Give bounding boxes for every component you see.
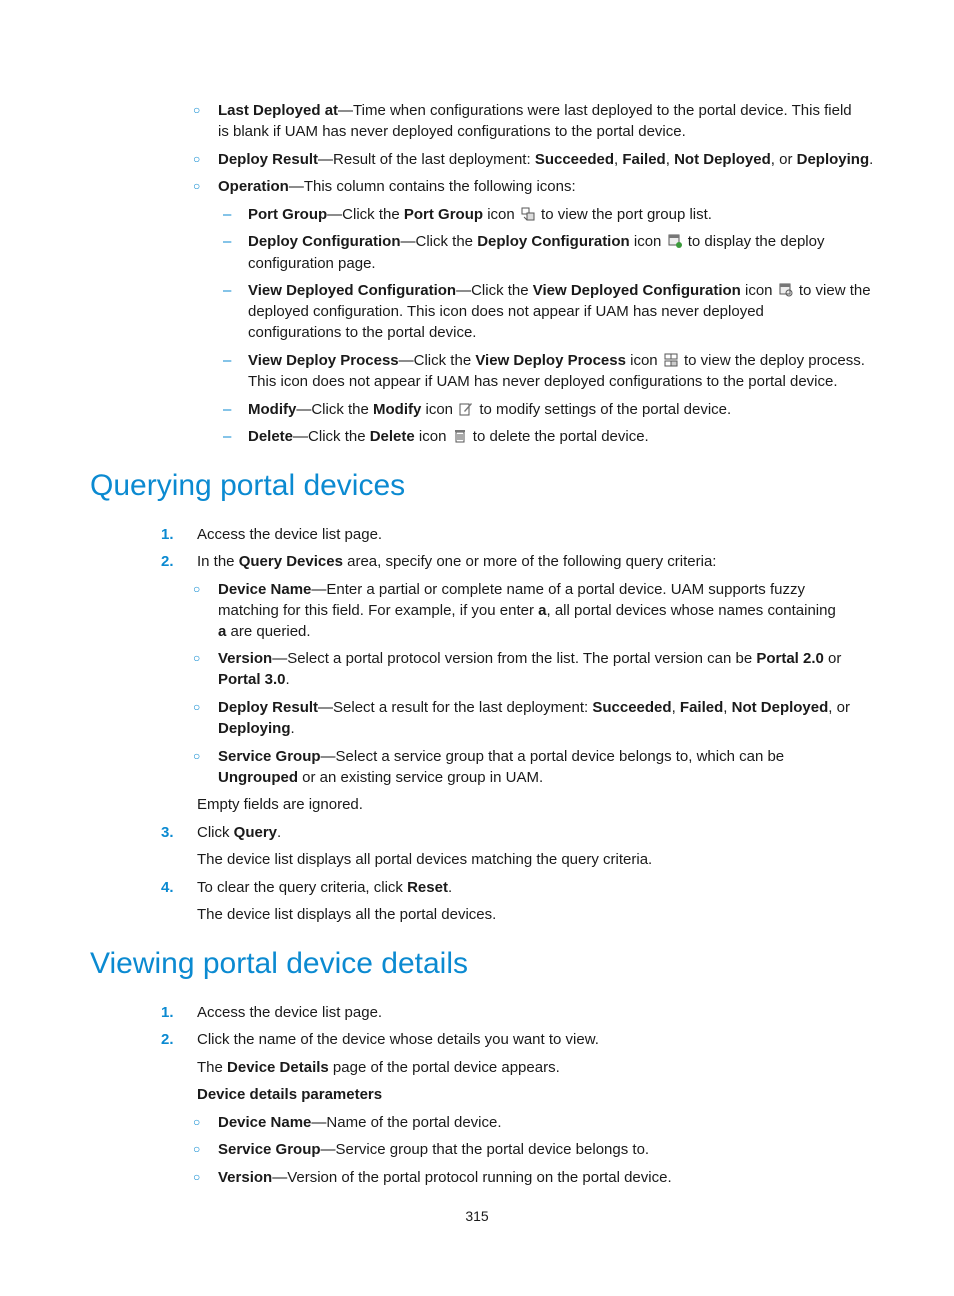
step-text: To clear the query criteria, click Reset. — [197, 879, 453, 896]
note-text: The Device Details page of the portal device appears. — [197, 1059, 560, 1076]
section-heading: Querying portal devices — [90, 469, 406, 502]
list-item: Device Name—Name of the portal device. — [218, 1114, 502, 1131]
dash-bullet: – — [223, 233, 232, 250]
circle-bullet-icon: ○ — [193, 582, 201, 596]
list-item: Device Name—Enter a partial or complete name of a portal device. UAM supports fuzzy — [218, 581, 805, 598]
note-text: Empty fields are ignored. — [197, 796, 363, 813]
circle-bullet-icon: ○ — [193, 700, 201, 714]
circle-bullet-icon: ○ — [193, 1142, 201, 1156]
list-item-continuation: a are queried. — [218, 623, 311, 640]
step-number: 1. — [161, 526, 174, 543]
list-item-continuation: deployed configuration. This icon does not appear if UAM has never deployed — [248, 303, 764, 320]
step-text: In the Query Devices area, specify one or more of the following query criteria: — [197, 553, 717, 570]
modify-icon — [459, 402, 473, 416]
list-item: Deploy Configuration—Click the Deploy Configuration icon to display the deploy — [248, 233, 825, 250]
dash-bullet: – — [223, 352, 232, 369]
list-item-continuation: This icon does not appear if UAM has never deployed configurations to the portal device. — [248, 373, 838, 390]
step-number: 2. — [161, 1031, 174, 1048]
list-item-continuation: configuration page. — [248, 255, 376, 272]
list-item-continuation: matching for this field. For example, if you enter a, all portal devices whose names containing — [218, 602, 836, 619]
list-item: Deploy Result—Result of the last deployment: Succeeded, Failed, Not Deployed, or Deploying. — [218, 151, 874, 168]
step-number: 2. — [161, 553, 174, 570]
list-item-continuation: Ungrouped or an existing service group in UAM. — [218, 769, 544, 786]
list-item: Operation—This column contains the following icons: — [218, 178, 576, 195]
list-item: Version—Version of the portal protocol running on the portal device. — [218, 1169, 672, 1186]
list-item: Last Deployed at—Time when configurations were last deployed to the portal device. This field — [218, 102, 852, 119]
list-item: Service Group—Service group that the portal device belongs to. — [218, 1141, 650, 1158]
dash-bullet: – — [223, 206, 232, 223]
circle-bullet-icon: ○ — [193, 179, 201, 193]
dash-bullet: – — [223, 401, 232, 418]
circle-bullet-icon: ○ — [193, 651, 201, 665]
step-text: Click Query. — [197, 824, 282, 841]
list-item: View Deployed Configuration—Click the View Deployed Configuration icon to view the — [248, 282, 871, 299]
page-number: 315 — [465, 1208, 489, 1224]
step-number: 3. — [161, 824, 174, 841]
step-number: 4. — [161, 879, 174, 896]
list-item: Service Group—Select a service group that a portal device belongs to, which can be — [218, 748, 785, 765]
circle-bullet-icon: ○ — [193, 103, 201, 117]
list-item-continuation: Deploying. — [218, 720, 295, 737]
circle-bullet-icon: ○ — [193, 1115, 201, 1129]
deploy-configuration-icon — [668, 234, 682, 248]
circle-bullet-icon: ○ — [193, 152, 201, 166]
subheading: Device details parameters — [197, 1086, 383, 1103]
list-item: Delete—Click the Delete icon to delete the portal device. — [248, 428, 649, 445]
list-item-continuation: is blank if UAM has never deployed configurations to the portal device. — [218, 123, 686, 140]
view-deployed-configuration-icon — [779, 283, 793, 297]
port-group-icon — [521, 207, 535, 221]
section-heading: Viewing portal device details — [90, 947, 469, 980]
note-text: The device list displays all the portal devices. — [197, 906, 497, 923]
delete-icon — [453, 429, 467, 443]
list-item: Version—Select a portal protocol version from the list. The portal version can be Portal 2.0 or — [218, 650, 842, 667]
note-text: The device list displays all portal devices matching the query criteria. — [197, 851, 653, 868]
step-text: Click the name of the device whose details you want to view. — [197, 1031, 599, 1048]
step-text: Access the device list page. — [197, 526, 383, 543]
list-item: View Deploy Process—Click the View Deploy Process icon to view the deploy process. — [248, 352, 865, 369]
dash-bullet: – — [223, 428, 232, 445]
list-item-continuation: Portal 3.0. — [218, 671, 290, 688]
dash-bullet: – — [223, 282, 232, 299]
step-text: Access the device list page. — [197, 1004, 383, 1021]
list-item: Deploy Result—Select a result for the last deployment: Succeeded, Failed, Not Deployed, or — [218, 699, 850, 716]
step-number: 1. — [161, 1004, 174, 1021]
circle-bullet-icon: ○ — [193, 1170, 201, 1184]
view-deploy-process-icon — [664, 353, 678, 367]
list-item: Port Group—Click the Port Group icon to view the port group list. — [248, 206, 712, 223]
circle-bullet-icon: ○ — [193, 749, 201, 763]
list-item: Modify—Click the Modify icon to modify settings of the portal device. — [248, 401, 732, 418]
list-item-continuation: configurations to the portal device. — [248, 324, 477, 341]
